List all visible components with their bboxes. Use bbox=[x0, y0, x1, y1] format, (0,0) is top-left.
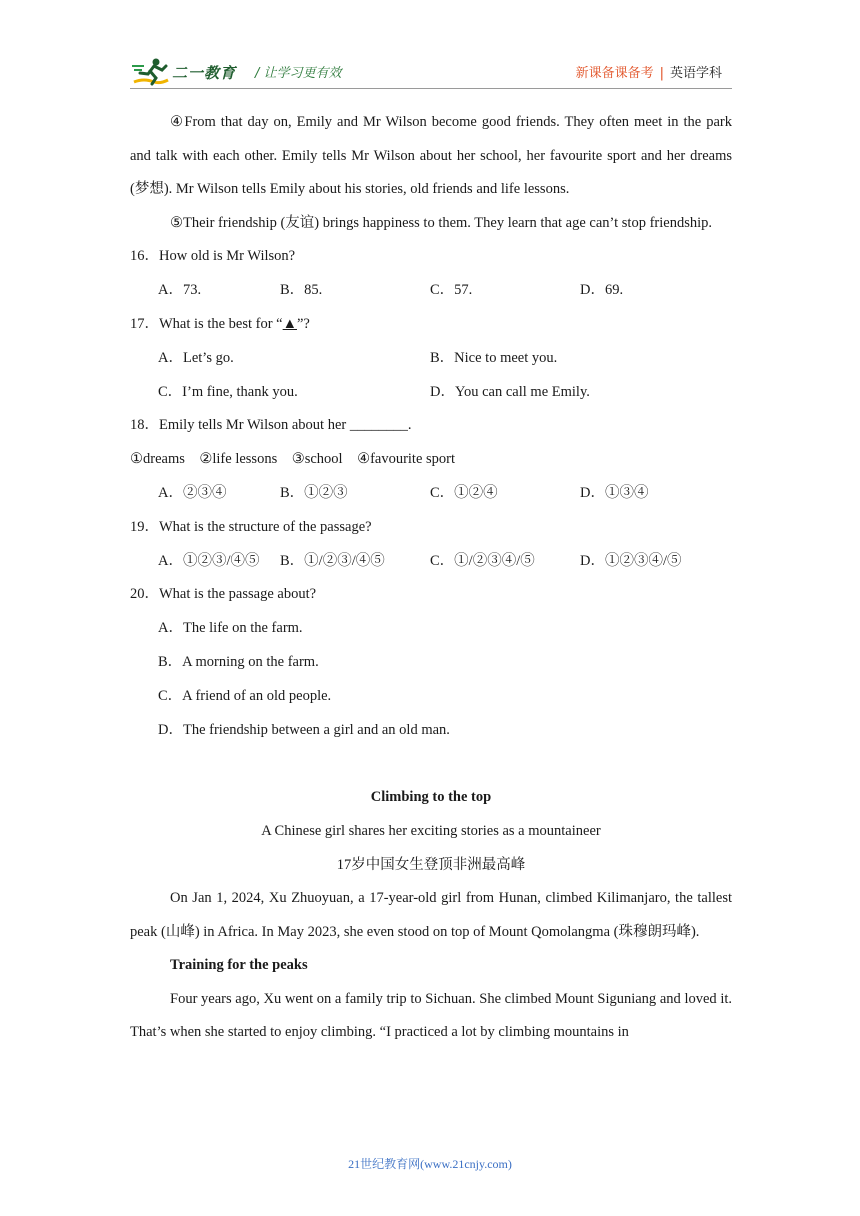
runner-logo-icon bbox=[130, 56, 174, 88]
option: B．①/②③/④⑤ bbox=[280, 552, 385, 569]
question-17-stem bbox=[130, 308, 732, 342]
option: A．73. bbox=[158, 282, 202, 299]
header-divider bbox=[130, 88, 732, 89]
page-header bbox=[130, 56, 732, 88]
option: B．A morning on the farm. bbox=[158, 653, 319, 670]
header-course-label: 新课备课备考 bbox=[575, 66, 654, 81]
option: C．I’m fine, thank you. bbox=[158, 383, 298, 400]
question-20-stem: 20．What is the passage about? bbox=[130, 586, 317, 603]
option: C．①②④ bbox=[430, 484, 498, 501]
blank-triangle: ▲ bbox=[282, 315, 297, 332]
question-19-options bbox=[130, 545, 732, 579]
spacer bbox=[130, 747, 732, 781]
option: A．②③④ bbox=[158, 484, 227, 501]
option: B．85. bbox=[280, 282, 323, 299]
header-right bbox=[576, 62, 722, 81]
question-18-items: ①dreams ②life lessons ③school ④favourite sport bbox=[130, 451, 456, 468]
page-footer: 21世纪教育网(www.21cnjy.com) bbox=[348, 1157, 512, 1171]
option: A．Let’s go. bbox=[158, 349, 234, 366]
logo bbox=[130, 56, 242, 88]
option: D．The friendship between a girl and an old man. bbox=[158, 721, 450, 738]
article-subtitle: A Chinese girl shares her exciting stories as a mountaineer bbox=[261, 822, 601, 839]
question-18-stem: 18．Emily tells Mr Wilson about her ________. bbox=[130, 417, 412, 434]
article-paragraph-2: Four years ago, Xu went on a family trip to Sichuan. She climbed Mount Siguniang and loved it. That’s when she started to enjoy climbing. “I practiced a lot by climbing mountains in bbox=[130, 990, 732, 1041]
article-paragraph-1: On Jan 1, 2024, Xu Zhuoyuan, a 17-year-old girl from Hunan, climbed Kilimanjaro, the tallest peak (山峰) in Africa. In May 2023, she even stood on top of Mount Qomolangma (珠穆朗玛峰). bbox=[130, 890, 732, 940]
document-body bbox=[130, 106, 732, 1050]
question-18-options bbox=[130, 477, 732, 511]
option: B．①②③ bbox=[280, 484, 348, 501]
header-slogan: / 让学习更有效 bbox=[255, 66, 342, 81]
question-17-options-row1 bbox=[130, 342, 732, 376]
question-16-options bbox=[130, 274, 732, 308]
option: C．A friend of an old people. bbox=[158, 687, 332, 704]
header-separator: | bbox=[659, 66, 664, 81]
option: D．69. bbox=[580, 282, 624, 299]
logo-text: 二一教育 bbox=[172, 64, 237, 82]
article-subtitle-cn: 17岁中国女生登顶非洲最高峰 bbox=[336, 856, 526, 873]
article-section-heading: Training for the peaks bbox=[170, 957, 308, 974]
option: B．Nice to meet you. bbox=[430, 349, 558, 366]
option: A．①②③/④⑤ bbox=[158, 552, 260, 569]
option: C．57. bbox=[430, 282, 473, 299]
question-16-stem: 16．How old is Mr Wilson? bbox=[130, 248, 296, 265]
question-17-options-row2 bbox=[130, 376, 732, 410]
option: D．①②③④/⑤ bbox=[580, 552, 682, 569]
option: C．①/②③④/⑤ bbox=[430, 552, 535, 569]
option: D．①③④ bbox=[580, 484, 649, 501]
header-subject: 英语学科 bbox=[669, 66, 722, 81]
article-title: Climbing to the top bbox=[370, 789, 492, 806]
passage-paragraph-4: ④From that day on, Emily and Mr Wilson become good friends. They often meet in the park and talk with each other. Emily tells Mr Wilson about her school, her favourite sport and her dreams (梦想). Mr Wilson tells Emily about his stories, old friends and life lessons. bbox=[130, 114, 732, 198]
option: A．The life on the farm. bbox=[158, 620, 303, 637]
question-17-stem-end: ”? bbox=[296, 315, 310, 332]
question-19-stem: 19．What is the structure of the passage? bbox=[130, 518, 372, 535]
passage-paragraph-5: ⑤Their friendship (友谊) brings happiness to them. They learn that age can’t stop friendship. bbox=[170, 214, 712, 231]
question-17-stem-text: 17．What is the best for “ bbox=[130, 315, 283, 332]
option: D．You can call me Emily. bbox=[430, 383, 590, 400]
